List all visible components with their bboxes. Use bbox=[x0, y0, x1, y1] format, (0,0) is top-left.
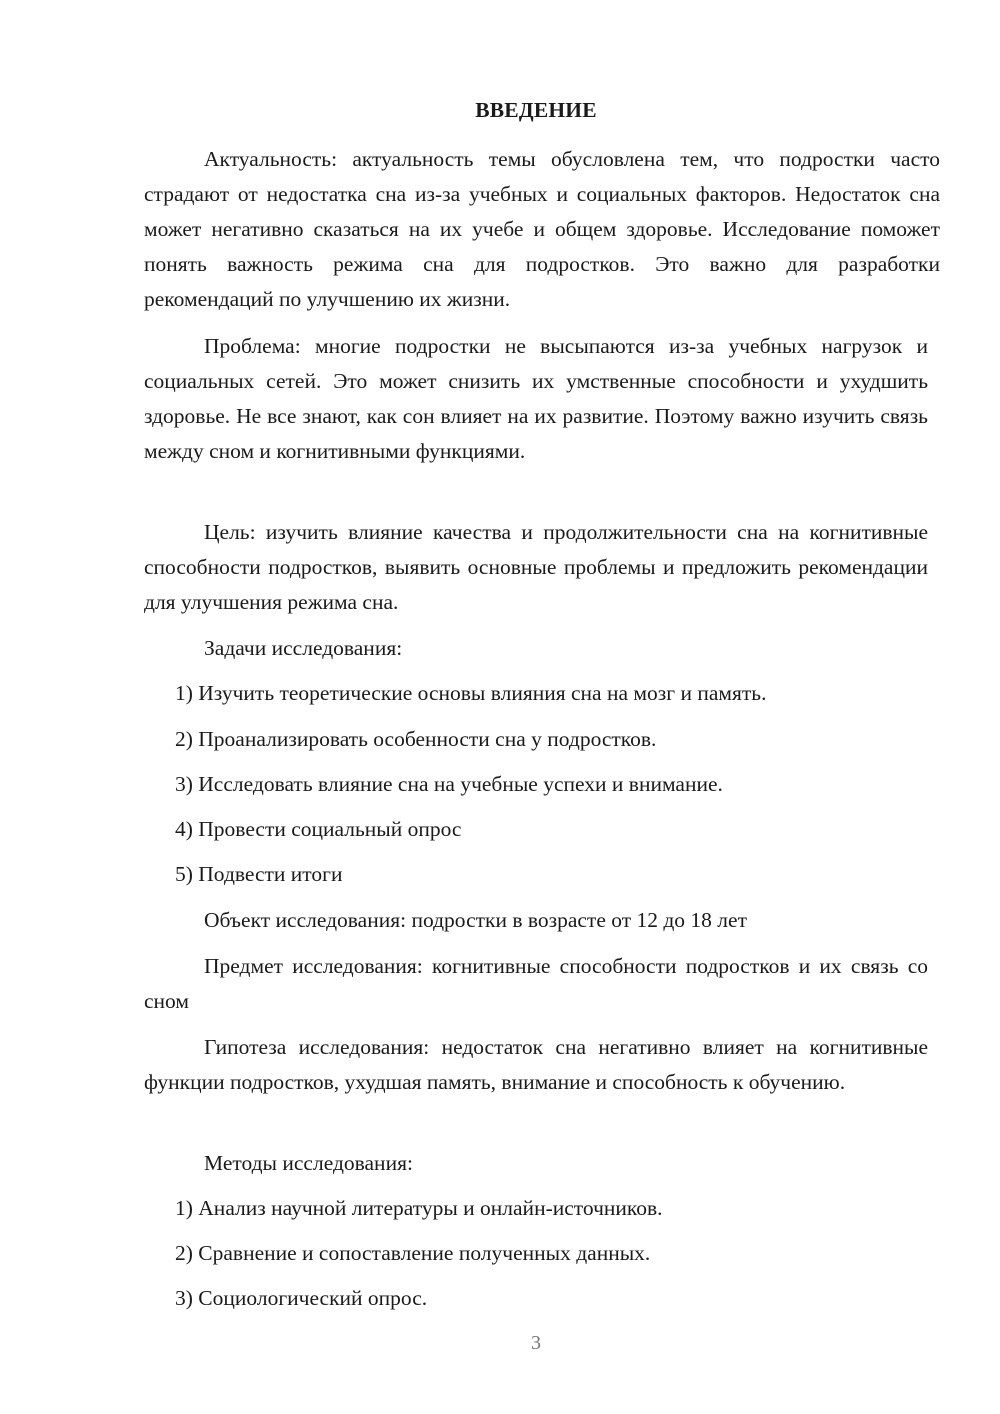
problem-paragraph: Проблема: многие подростки не высыпаются из-за учебных нагрузок и социальных сетей. Это может снизить их умственные способности и ухудшить здоровье. Не все знают, как сон влияет на их развитие. Поэтому важно изучить связь между сном и когнитивными функциями. bbox=[144, 334, 928, 463]
relevance-paragraph: Актуальность: актуальность темы обусловлена тем, что подростки часто страдают от недостатка сна из-за учебных и социальных факторов. Недостаток сна может негативно сказаться на их учебе и общем здоровье. Исследование поможет понять важность режима сна для подростков. Это важно для разработки рекомендаций по улучшению их жизни. bbox=[144, 147, 940, 311]
goal-paragraph: Цель: изучить влияние качества и продолжительности сна на когнитивные способности подростков, выявить основные проблемы и предложить рекомендации для улучшения режима сна. bbox=[144, 520, 928, 614]
method-item: 1) Анализ научной литературы и онлайн-источников. bbox=[175, 1196, 663, 1220]
task-item: 1) Изучить теоретические основы влияния сна на мозг и память. bbox=[175, 681, 767, 705]
methods-title: Методы исследования: bbox=[204, 1151, 413, 1175]
task-item: 2) Проанализировать особенности сна у подростков. bbox=[175, 727, 657, 751]
task-item: 3) Исследовать влияние сна на учебные успехи и внимание. bbox=[175, 772, 723, 796]
page-heading: ВВЕДЕНИЕ bbox=[475, 98, 597, 122]
method-item: 3) Социологический опрос. bbox=[175, 1286, 428, 1310]
subject-paragraph: Предмет исследования: когнитивные способности подростков и их связь со сном bbox=[144, 954, 928, 1013]
tasks-title: Задачи исследования: bbox=[204, 636, 403, 660]
task-item: 4) Провести социальный опрос bbox=[175, 817, 462, 841]
hypothesis-paragraph: Гипотеза исследования: недостаток сна негативно влияет на когнитивные функции подростков, ухудшая память, внимание и способность к обучению. bbox=[144, 1035, 928, 1094]
method-item: 2) Сравнение и сопоставление полученных данных. bbox=[175, 1241, 651, 1265]
task-item: 5) Подвести итоги bbox=[175, 862, 343, 886]
page-number: 3 bbox=[531, 1332, 541, 1354]
object-line: Объект исследования: подростки в возрасте от 12 до 18 лет bbox=[204, 908, 747, 932]
